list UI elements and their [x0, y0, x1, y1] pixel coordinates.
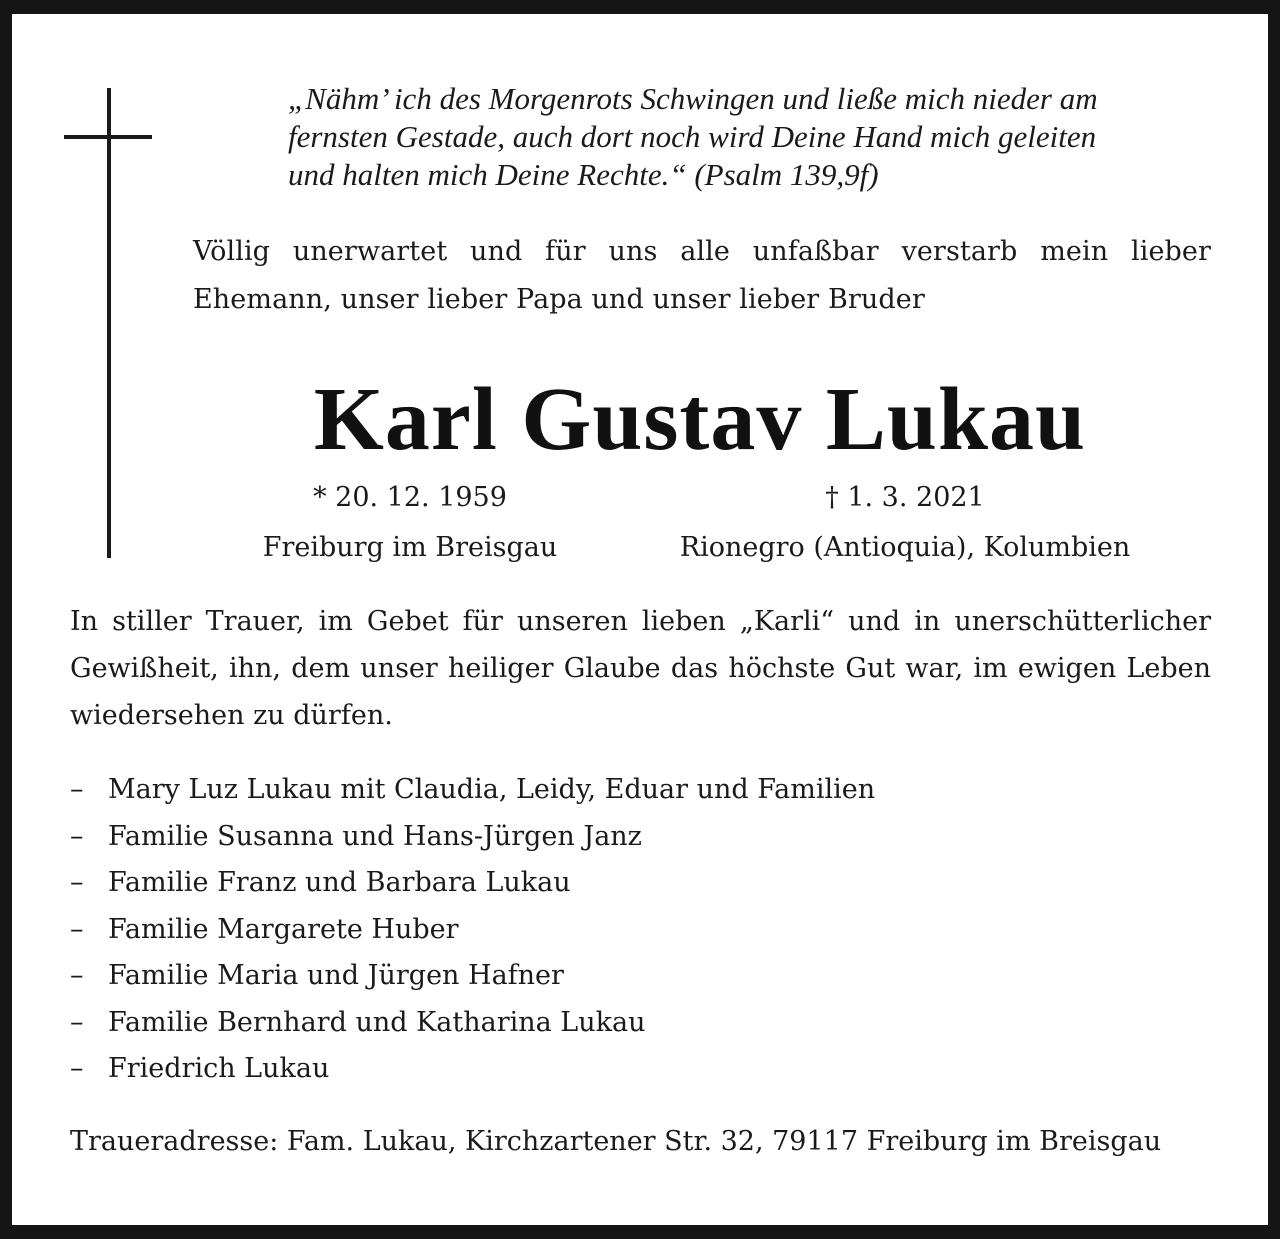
- mourner-name: Familie Franz und Barbara Lukau: [108, 867, 571, 898]
- list-item: [70, 1000, 1210, 1047]
- mourner-name: Familie Margarete Huber: [108, 913, 459, 945]
- intro-text: Völlig unerwartet und für uns alle unfaßbar verstarb mein lieber Ehemann, unser lieber Papa und unser lieber Bruder: [193, 236, 1211, 315]
- list-item: [70, 1046, 1210, 1093]
- list-item: [70, 907, 1210, 954]
- mourner-name: Familie Susanna und Hans-Jürgen Janz: [108, 820, 642, 852]
- mourner-name: Familie Maria und Jürgen Hafner: [108, 960, 564, 991]
- birth-date: * 20. 12. 1959: [313, 482, 507, 513]
- death-info: [640, 473, 1170, 573]
- mourner-name: Mary Luz Lukau mit Claudia, Leidy, Eduar und Familien: [108, 774, 876, 805]
- list-item: [70, 860, 1210, 907]
- list-dash: –: [70, 913, 84, 945]
- list-dash: –: [70, 774, 84, 805]
- deceased-name: Karl Gustav Lukau: [313, 370, 1087, 469]
- mourning-address: Traueradresse: Fam. Lukau, Kirchzartener Str. 32, 79117 Freiburg im Breisgau: [70, 1126, 1162, 1157]
- mourning-text: In stiller Trauer, im Gebet für unseren lieben „Karli“ und in unerschütterlicher Gewißheit, ihn, dem unser heiliger Glaube das höchste Gut war, im ewigen Leben wiedersehen zu dürfen.: [70, 606, 1211, 731]
- mourner-name: Friedrich Lukau: [108, 1053, 330, 1084]
- cross-vertical-bar: [107, 88, 111, 558]
- quote-line: fernsten Gestade, auch dort noch wird Deine Hand mich geleiten: [288, 119, 1097, 154]
- mourners-list: [70, 767, 1210, 1093]
- quote-line: „Nähm’ ich des Morgenrots Schwingen und ließe mich nieder am: [288, 81, 1098, 116]
- list-item: [70, 814, 1210, 861]
- list-item: [70, 953, 1210, 1000]
- quote-line: und halten mich Deine Rechte.“ (Psalm 139,9f): [288, 157, 879, 192]
- list-dash: –: [70, 1006, 84, 1038]
- list-dash: –: [70, 867, 84, 898]
- list-dash: –: [70, 1053, 84, 1084]
- birth-info: [220, 473, 600, 573]
- psalm-quote: [288, 80, 1218, 194]
- birth-place: Freiburg im Breisgau: [262, 532, 558, 563]
- death-date: † 1. 3. 2021: [825, 482, 985, 513]
- cross-horizontal-bar: [64, 135, 152, 139]
- list-dash: –: [70, 960, 84, 991]
- mourner-name: Familie Bernhard und Katharina Lukau: [108, 1006, 646, 1038]
- list-item: [70, 767, 1210, 814]
- list-dash: –: [70, 820, 84, 852]
- death-place: Rionegro (Antioquia), Kolumbien: [679, 532, 1131, 563]
